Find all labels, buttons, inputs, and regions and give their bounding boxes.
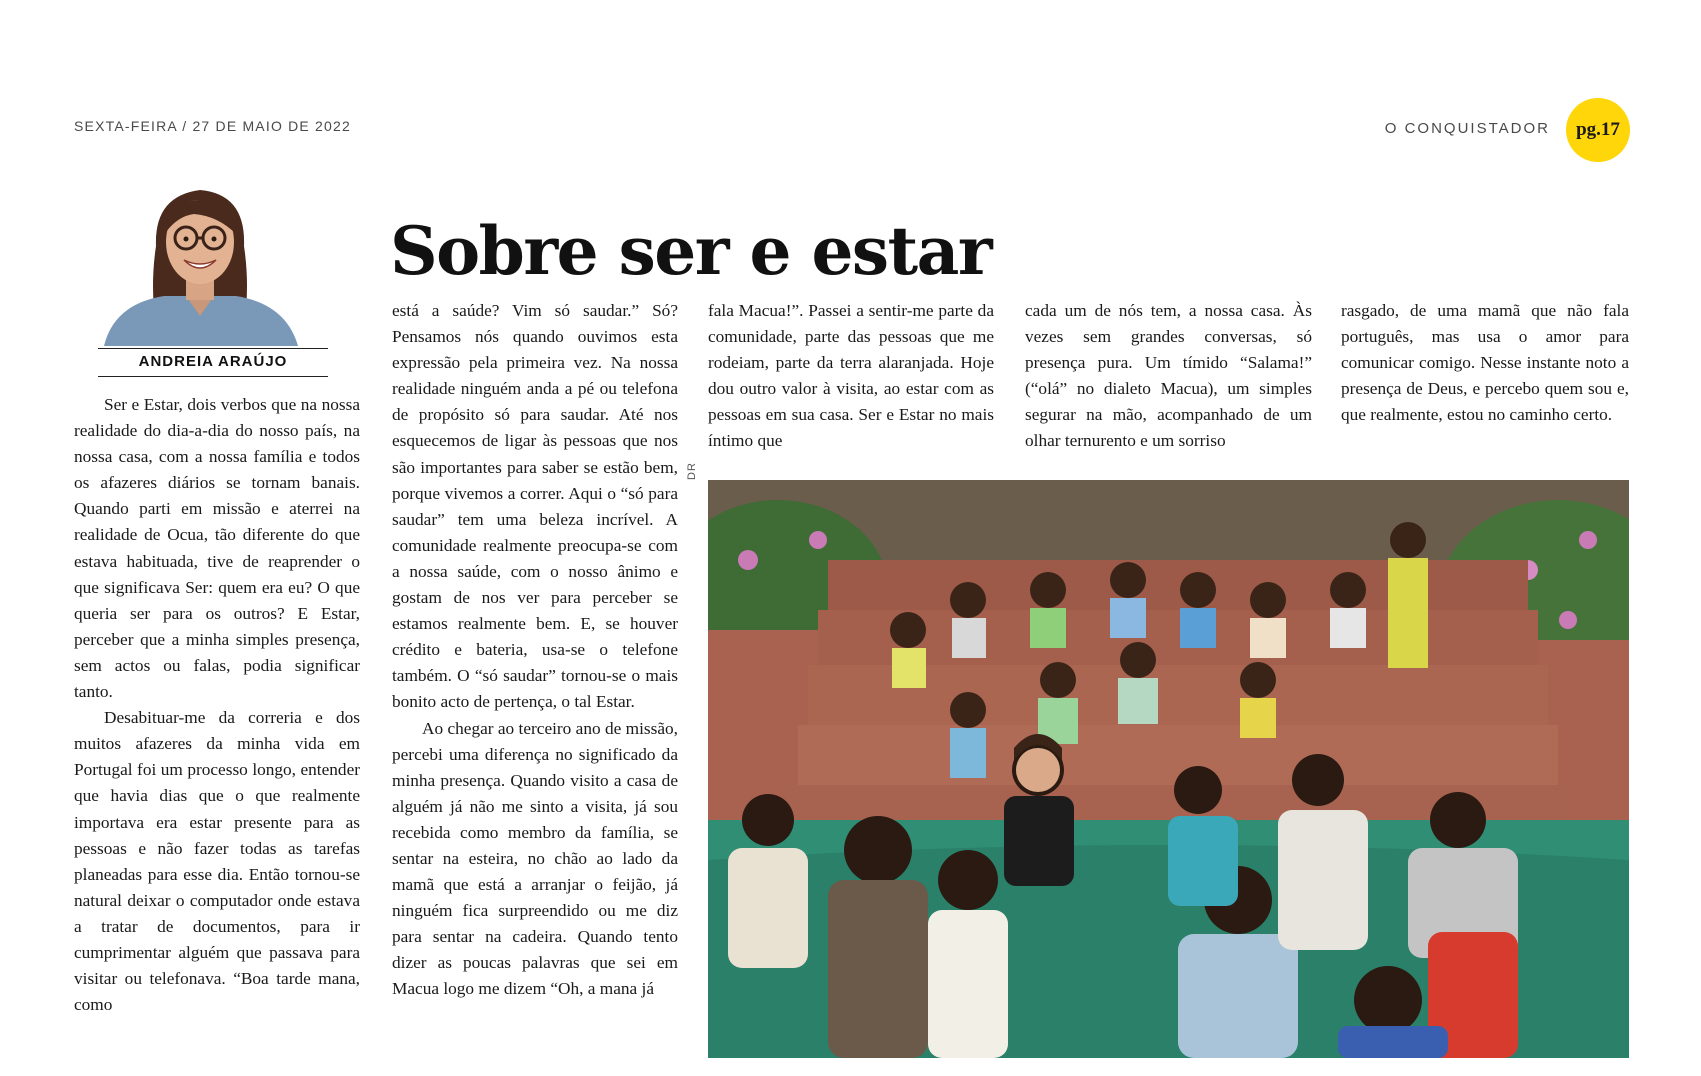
paragraph: rasgado, de uma mamã que não fala português, mas usa o amor para comunicar comigo. Nesse instante noto a presença de Deus, e percebo quem sou e, que realmente, estou no caminho certo. bbox=[1341, 301, 1629, 425]
paragraph: fala Macua!”. Passei a sentir-me parte da comunidade, parte das pessoas que me rodeiam, parte da terra alaranjada. Hoje dou outro valor à visita, ao estar com as pessoas em sua casa. Ser e Estar no mais íntimo que bbox=[708, 301, 994, 451]
paragraph: cada um de nós tem, a nossa casa. Às vezes sem grandes conversas, só presença pura. Um tímido “Salama!” (“olá” no dialeto Macua), um simples segurar na mão, acompanhado de um olhar ternurento e um sorriso bbox=[1025, 301, 1312, 451]
newspaper-name: O CONQUISTADOR bbox=[1384, 120, 1550, 137]
issue-date: SEXTA-FEIRA / 27 DE MAIO DE 2022 bbox=[74, 118, 352, 134]
paragraph: Desabituar-me da correria e dos muitos afazeres da minha vida em Portugal foi um processo longo, entender que havia dias que o que realmente importava era estar presente para as pessoas e não fazer todas as tarefas planeadas para esse dia. Então tornou-se natural deixar o computador onde estava a tratar de documentos, para ir cumprimentar alguém que passava para visitar ou telefonava. “Boa tarde mana, como bbox=[74, 708, 360, 1015]
article-title: Sobre ser e estar bbox=[390, 212, 992, 290]
author-portrait bbox=[94, 176, 306, 346]
author-name: ANDREIA ARAÚJO bbox=[138, 353, 288, 370]
article-column-1 bbox=[74, 392, 360, 1018]
page-number-badge: pg.17 bbox=[1566, 98, 1630, 162]
article-column-4 bbox=[1025, 298, 1312, 455]
paragraph: Ao chegar ao terceiro ano de missão, percebi uma diferença no significado da minha presença. Quando visito a casa de alguém já não me sinto a visita, já sou recebida como membro da família, se sentar na esteira, no chão ao lado da mamã que está a arranjar o feijão, já ninguém fica surpreendido ou me diz para sentar na cadeira. Quando tento dizer as poucas palavras que sei em Macua logo me dizem “Oh, a mana já bbox=[392, 718, 678, 999]
article-column-5 bbox=[1341, 298, 1629, 428]
community-photo bbox=[708, 480, 1629, 1058]
article-column-3 bbox=[708, 298, 994, 455]
author-portrait-illustration bbox=[94, 176, 306, 346]
photo-credit: DR bbox=[686, 462, 698, 480]
author-divider-top bbox=[98, 348, 328, 349]
author-divider-bottom bbox=[98, 376, 328, 377]
paragraph: Ser e Estar, dois verbos que na nossa realidade do dia-a-dia do nosso país, na nossa casa, com a nossa família e todos os afazeres diários se tornam banais. Quando parti em missão e aterrei na realidade de Ocua, tão diferente do que estava habituada, tive de reaprender o que significava Ser: quem era eu? O que queria ser para os outros? E Estar, perceber que a minha simples presença, sem actos ou falas, podia significar tanto. bbox=[74, 395, 360, 702]
community-photo-illustration bbox=[708, 480, 1629, 1058]
article-column-2 bbox=[392, 298, 678, 1003]
paragraph: está a saúde? Vim só saudar.” Só? Pensamos nós quando ouvimos esta expressão pela primeira vez. Na nossa realidade ninguém anda a pé ou telefona de propósito só para saudar. Até nos esquecemos de ligar às pessoas que nos são importantes para saber se estão bem, porque vivemos a correr. Aqui o “só para saudar” tem uma beleza incrível. A comunidade realmente preocupa-se com a nossa saúde, com o nosso ânimo e gostam de nos ver para perceber se estamos realmente bem. E, se houver crédito e bateria, usa-se o telefone também. O “só saudar” tornou-se o mais bonito acto de pertença, o tal Estar. bbox=[392, 301, 678, 712]
